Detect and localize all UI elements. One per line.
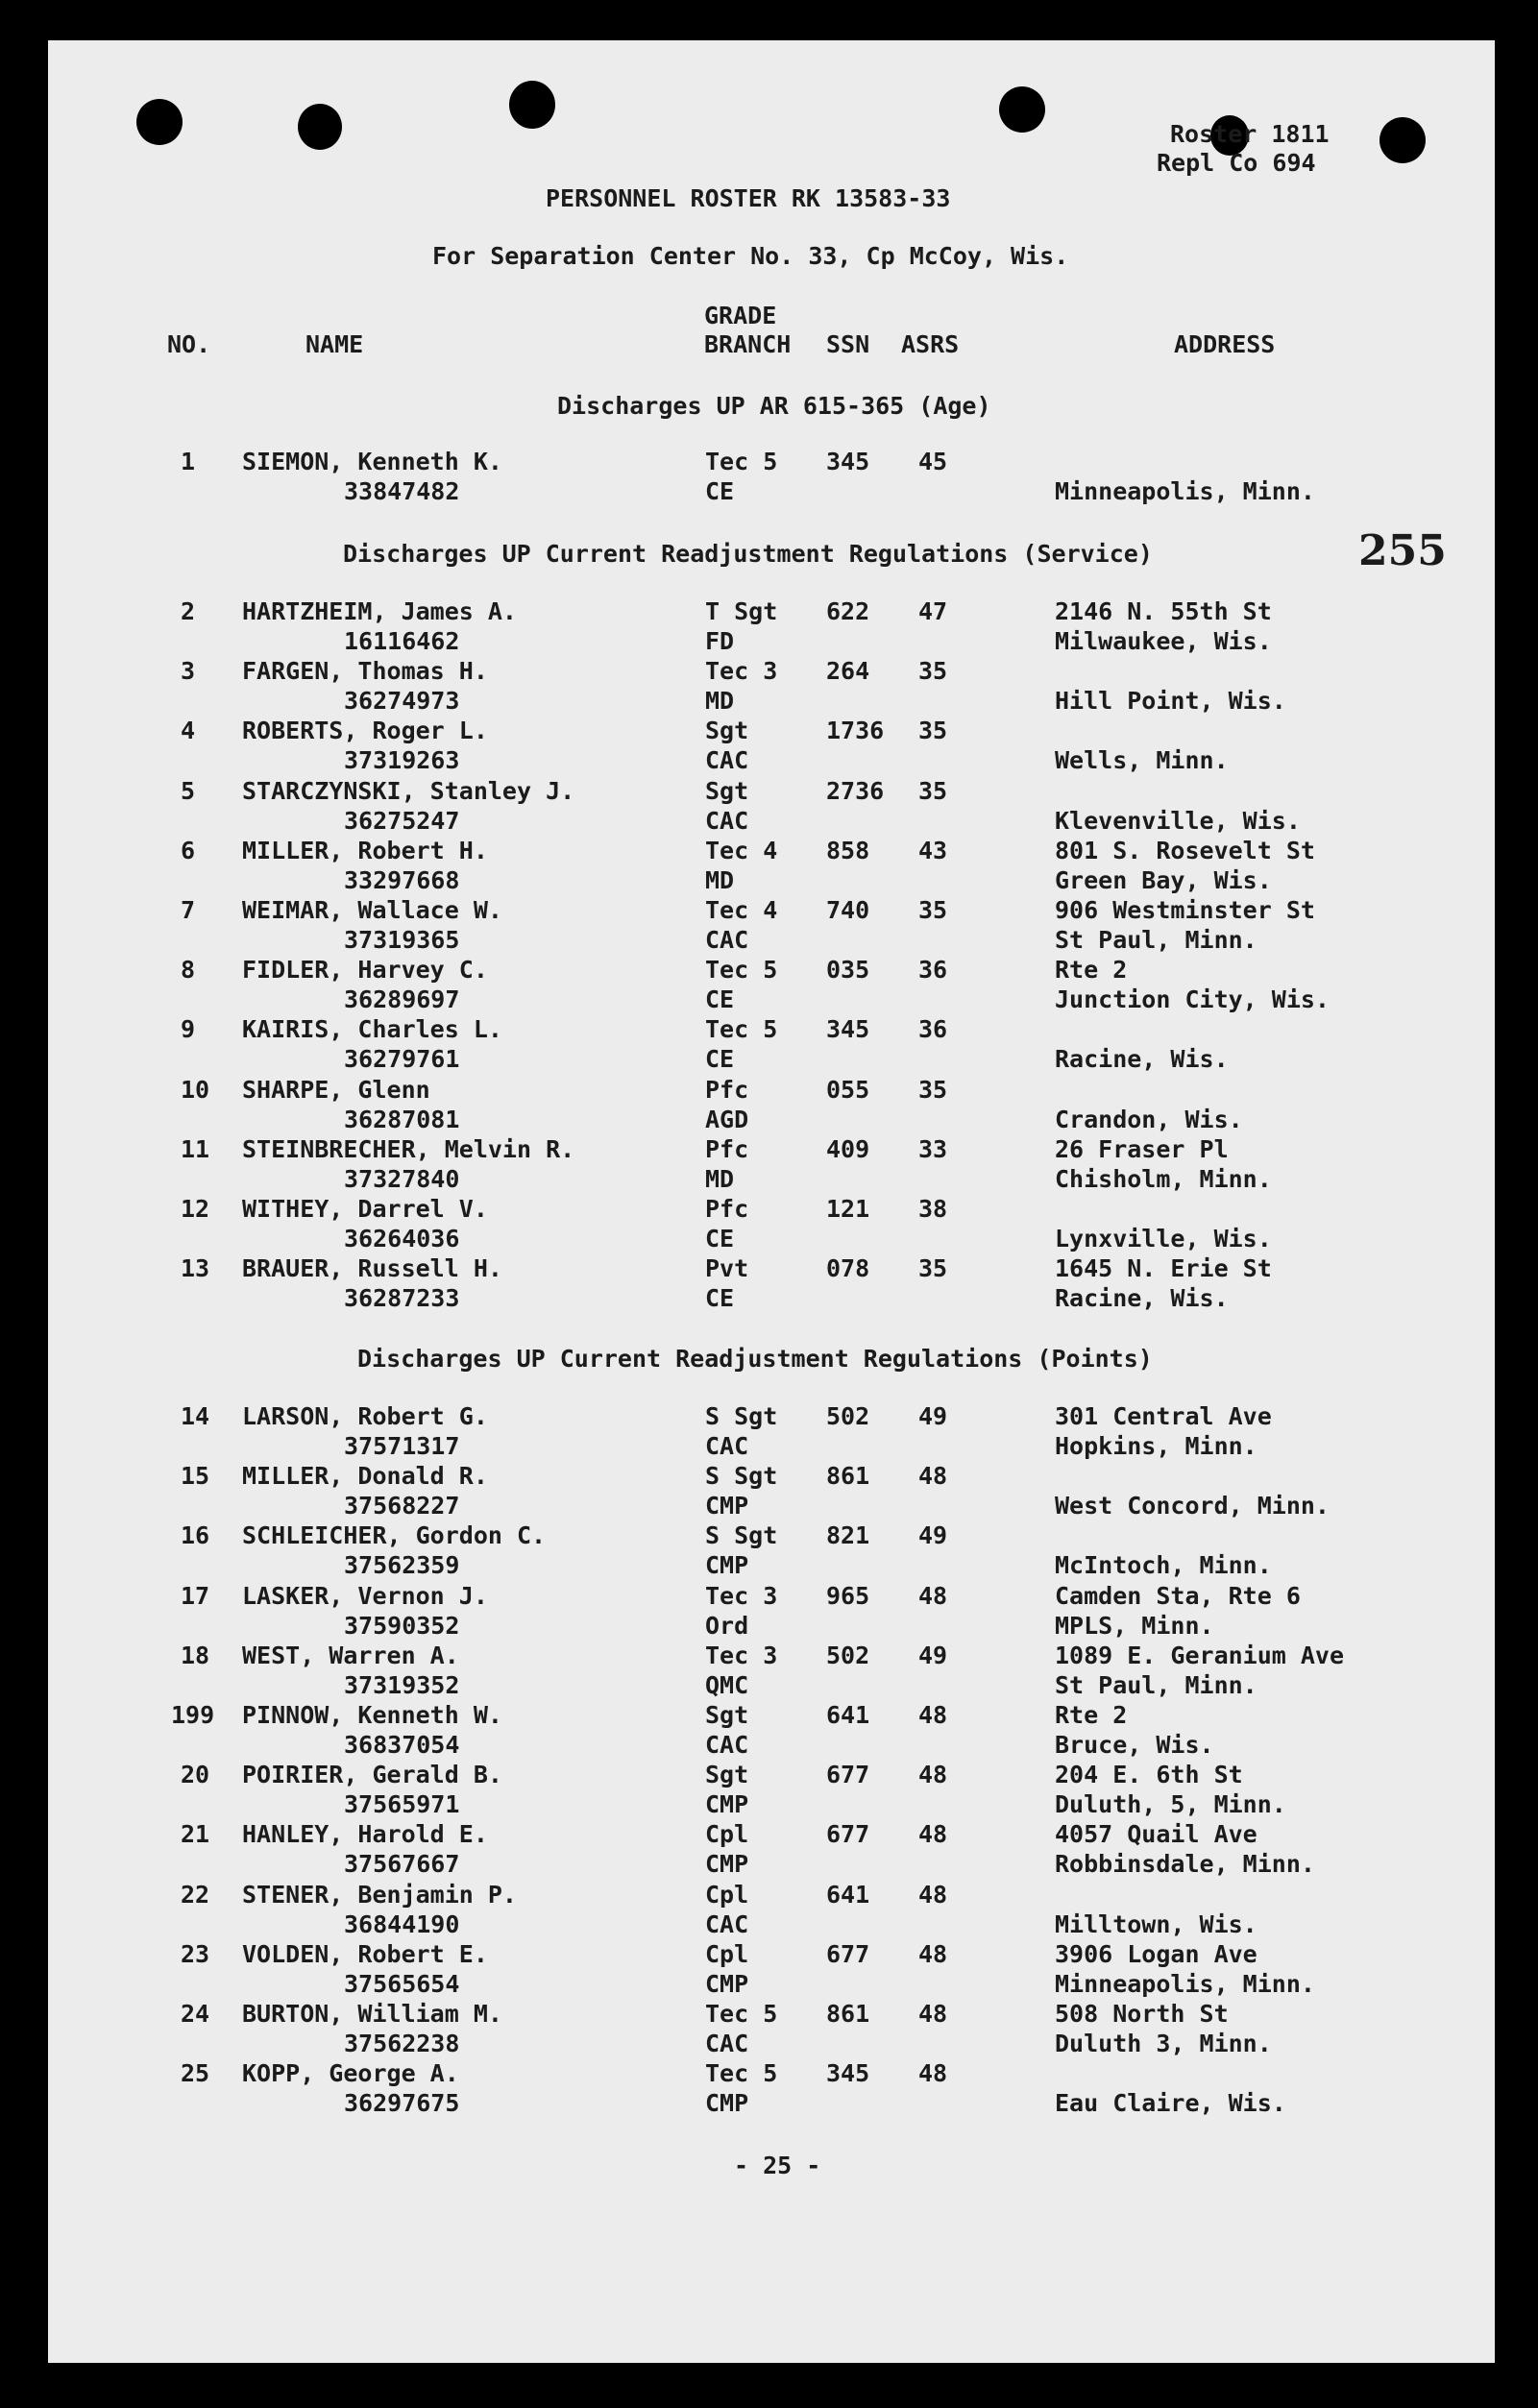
branch: MD <box>705 1165 735 1193</box>
asrs: 35 <box>918 1254 948 1282</box>
ssn: 502 <box>826 1642 870 1669</box>
branch: CAC <box>705 2030 749 2057</box>
punch-hole <box>999 86 1045 133</box>
grade: Pfc <box>705 1076 749 1104</box>
address-line2: Hill Point, Wis. <box>1055 687 1286 715</box>
row-number: 2 <box>181 597 196 625</box>
serial-number: 16116462 <box>344 627 460 655</box>
ssn: 1736 <box>826 717 885 744</box>
branch: CAC <box>705 1731 749 1759</box>
roster-row <box>0 597 1538 657</box>
ssn: 861 <box>826 1462 870 1490</box>
serial-number: 36297675 <box>344 2089 460 2117</box>
address-line2: Junction City, Wis. <box>1055 985 1330 1013</box>
grade: Cpl <box>705 1820 749 1848</box>
asrs: 38 <box>918 1195 948 1223</box>
row-number: 11 <box>181 1135 210 1163</box>
address-line1: Camden Sta, Rte 6 <box>1055 1582 1301 1610</box>
page-subtitle: For Separation Center No. 33, Cp McCoy, Wis. <box>432 242 1069 270</box>
branch: MD <box>705 866 735 894</box>
soldier-name: POIRIER, Gerald B. <box>242 1761 502 1788</box>
address-line2: Eau Claire, Wis. <box>1055 2089 1286 2117</box>
asrs: 48 <box>918 1701 948 1729</box>
soldier-name: KAIRIS, Charles L. <box>242 1015 502 1043</box>
asrs: 35 <box>918 717 948 744</box>
address-line2: Chisholm, Minn. <box>1055 1165 1272 1193</box>
row-number: 6 <box>181 837 196 864</box>
address-line2: Duluth, 5, Minn. <box>1055 1790 1286 1818</box>
asrs: 47 <box>918 597 948 625</box>
branch: CAC <box>705 807 749 835</box>
page-stamp: 255 <box>1358 526 1447 575</box>
roster-row <box>0 1254 1538 1314</box>
soldier-name: WITHEY, Darrel V. <box>242 1195 488 1223</box>
asrs: 49 <box>918 1521 948 1549</box>
row-number: 9 <box>181 1015 196 1043</box>
serial-number: 37319263 <box>344 746 460 774</box>
soldier-name: FIDLER, Harvey C. <box>242 956 488 984</box>
branch: FD <box>705 627 735 655</box>
ssn: 965 <box>826 1582 870 1610</box>
ssn: 345 <box>826 2059 870 2087</box>
address-line1: 2146 N. 55th St <box>1055 597 1272 625</box>
serial-number: 33297668 <box>344 866 460 894</box>
row-number: 1 <box>181 448 196 475</box>
serial-number: 36264036 <box>344 1225 460 1253</box>
address-line1: 301 Central Ave <box>1055 1402 1272 1430</box>
branch: CMP <box>705 1850 749 1878</box>
serial-number: 36279761 <box>344 1045 460 1073</box>
branch: CE <box>705 1045 735 1073</box>
ssn: 264 <box>826 657 870 685</box>
punch-hole <box>298 104 342 150</box>
roster-row <box>0 1015 1538 1075</box>
replacement-company: Repl Co 694 <box>1157 149 1316 177</box>
soldier-name: PINNOW, Kenneth W. <box>242 1701 502 1729</box>
grade: Sgt <box>705 1761 749 1788</box>
roster-row <box>0 1195 1538 1254</box>
grade: Cpl <box>705 1940 749 1968</box>
grade: Tec 5 <box>705 1015 778 1043</box>
address-line1: Rte 2 <box>1055 956 1128 984</box>
branch: AGD <box>705 1106 749 1133</box>
page-number: - 25 - <box>734 2152 821 2179</box>
row-number: 199 <box>171 1701 215 1729</box>
col-branch: BRANCH <box>704 330 792 358</box>
address-line2: Lynxville, Wis. <box>1055 1225 1272 1253</box>
section-heading: Discharges UP AR 615-365 (Age) <box>557 392 991 420</box>
row-number: 16 <box>181 1521 210 1549</box>
ssn: 861 <box>826 2000 870 2028</box>
roster-row <box>0 896 1538 956</box>
address-line1: 204 E. 6th St <box>1055 1761 1243 1788</box>
soldier-name: STEINBRECHER, Melvin R. <box>242 1135 575 1163</box>
punch-hole <box>136 99 183 145</box>
branch: CE <box>705 1225 735 1253</box>
row-number: 13 <box>181 1254 210 1282</box>
soldier-name: SCHLEICHER, Gordon C. <box>242 1521 547 1549</box>
grade: Pvt <box>705 1254 749 1282</box>
serial-number: 36287233 <box>344 1284 460 1312</box>
serial-number: 37327840 <box>344 1165 460 1193</box>
col-address: ADDRESS <box>1174 330 1276 358</box>
row-number: 8 <box>181 956 196 984</box>
address-line2: Robbinsdale, Minn. <box>1055 1850 1315 1878</box>
address-line2: St Paul, Minn. <box>1055 1671 1257 1699</box>
col-grade: GRADE <box>704 302 777 329</box>
branch: CE <box>705 985 735 1013</box>
roster-row <box>0 1402 1538 1462</box>
address-line2: Minneapolis, Minn. <box>1055 1970 1315 1998</box>
address-line1: 1089 E. Geranium Ave <box>1055 1642 1345 1669</box>
asrs: 35 <box>918 657 948 685</box>
roster-row <box>0 1940 1538 2000</box>
branch: Ord <box>705 1612 749 1640</box>
asrs: 48 <box>918 2000 948 2028</box>
asrs: 35 <box>918 777 948 805</box>
serial-number: 37562238 <box>344 2030 460 2057</box>
address-line2: Green Bay, Wis. <box>1055 866 1272 894</box>
grade: Sgt <box>705 777 749 805</box>
soldier-name: BRAUER, Russell H. <box>242 1254 502 1282</box>
grade: Pfc <box>705 1195 749 1223</box>
ssn: 078 <box>826 1254 870 1282</box>
soldier-name: HARTZHEIM, James A. <box>242 597 517 625</box>
grade: Tec 5 <box>705 2000 778 2028</box>
ssn: 677 <box>826 1761 870 1788</box>
grade: Tec 3 <box>705 1642 778 1669</box>
row-number: 21 <box>181 1820 210 1848</box>
grade: T Sgt <box>705 597 778 625</box>
asrs: 48 <box>918 1820 948 1848</box>
soldier-name: SIEMON, Kenneth K. <box>242 448 502 475</box>
row-number: 12 <box>181 1195 210 1223</box>
row-number: 10 <box>181 1076 210 1104</box>
roster-row <box>0 1521 1538 1581</box>
asrs: 36 <box>918 956 948 984</box>
serial-number: 37568227 <box>344 1492 460 1520</box>
branch: CMP <box>705 1492 749 1520</box>
ssn: 035 <box>826 956 870 984</box>
address-line2: St Paul, Minn. <box>1055 926 1257 954</box>
serial-number: 36287081 <box>344 1106 460 1133</box>
row-number: 22 <box>181 1881 210 1909</box>
branch: CAC <box>705 1910 749 1938</box>
soldier-name: MILLER, Donald R. <box>242 1462 488 1490</box>
asrs: 48 <box>918 1462 948 1490</box>
ssn: 2736 <box>826 777 885 805</box>
row-number: 14 <box>181 1402 210 1430</box>
col-asrs: ASRS <box>901 330 960 358</box>
row-number: 7 <box>181 896 196 924</box>
row-number: 25 <box>181 2059 210 2087</box>
roster-row <box>0 1701 1538 1761</box>
roster-row <box>0 1135 1538 1195</box>
roster-row <box>0 837 1538 896</box>
branch: CMP <box>705 1551 749 1579</box>
grade: Tec 5 <box>705 2059 778 2087</box>
branch: CAC <box>705 926 749 954</box>
asrs: 33 <box>918 1135 948 1163</box>
asrs: 43 <box>918 837 948 864</box>
serial-number: 36837054 <box>344 1731 460 1759</box>
roster-row <box>0 1642 1538 1701</box>
branch: CAC <box>705 1432 749 1460</box>
address-line2: Racine, Wis. <box>1055 1045 1229 1073</box>
asrs: 49 <box>918 1402 948 1430</box>
address-line2: Minneapolis, Minn. <box>1055 477 1315 505</box>
ssn: 858 <box>826 837 870 864</box>
roster-row <box>0 777 1538 837</box>
ssn: 055 <box>826 1076 870 1104</box>
roster-row <box>0 1076 1538 1135</box>
soldier-name: STENER, Benjamin P. <box>242 1881 517 1909</box>
row-number: 23 <box>181 1940 210 1968</box>
address-line2: Crandon, Wis. <box>1055 1106 1243 1133</box>
address-line2: MPLS, Minn. <box>1055 1612 1214 1640</box>
ssn: 622 <box>826 597 870 625</box>
grade: Tec 4 <box>705 837 778 864</box>
asrs: 48 <box>918 1761 948 1788</box>
address-line1: 26 Fraser Pl <box>1055 1135 1229 1163</box>
row-number: 4 <box>181 717 196 744</box>
address-line2: Klevenville, Wis. <box>1055 807 1301 835</box>
ssn: 821 <box>826 1521 870 1549</box>
asrs: 45 <box>918 448 948 475</box>
col-name: NAME <box>305 330 364 358</box>
roster-row <box>0 956 1538 1015</box>
asrs: 35 <box>918 1076 948 1104</box>
ssn: 121 <box>826 1195 870 1223</box>
asrs: 36 <box>918 1015 948 1043</box>
soldier-name: HANLEY, Harold E. <box>242 1820 488 1848</box>
grade: Cpl <box>705 1881 749 1909</box>
soldier-name: MILLER, Robert H. <box>242 837 488 864</box>
address-line2: Milwaukee, Wis. <box>1055 627 1272 655</box>
branch: CMP <box>705 1970 749 1998</box>
roster-row <box>0 1582 1538 1642</box>
col-ssn: SSN <box>826 330 870 358</box>
ssn: 502 <box>826 1402 870 1430</box>
grade: Tec 5 <box>705 448 778 475</box>
soldier-name: BURTON, William M. <box>242 2000 502 2028</box>
asrs: 48 <box>918 1940 948 1968</box>
row-number: 24 <box>181 2000 210 2028</box>
branch: CAC <box>705 746 749 774</box>
branch: CMP <box>705 1790 749 1818</box>
row-number: 15 <box>181 1462 210 1490</box>
address-line1: Rte 2 <box>1055 1701 1128 1729</box>
asrs: 48 <box>918 2059 948 2087</box>
serial-number: 37571317 <box>344 1432 460 1460</box>
branch: QMC <box>705 1671 749 1699</box>
branch: CMP <box>705 2089 749 2117</box>
grade: Tec 4 <box>705 896 778 924</box>
soldier-name: LARSON, Robert G. <box>242 1402 488 1430</box>
serial-number: 37562359 <box>344 1551 460 1579</box>
soldier-name: LASKER, Vernon J. <box>242 1582 488 1610</box>
asrs: 35 <box>918 896 948 924</box>
address-line1: 1645 N. Erie St <box>1055 1254 1272 1282</box>
address-line2: Hopkins, Minn. <box>1055 1432 1257 1460</box>
roster-row <box>0 2000 1538 2059</box>
roster-row <box>0 657 1538 717</box>
address-line2: Bruce, Wis. <box>1055 1731 1214 1759</box>
soldier-name: WEST, Warren A. <box>242 1642 459 1669</box>
address-line1: 4057 Quail Ave <box>1055 1820 1257 1848</box>
serial-number: 37590352 <box>344 1612 460 1640</box>
roster-code: Roster 1811 <box>1170 120 1330 148</box>
address-line2: McIntoch, Minn. <box>1055 1551 1272 1579</box>
roster-row <box>0 1462 1538 1521</box>
grade: Sgt <box>705 717 749 744</box>
serial-number: 37567667 <box>344 1850 460 1878</box>
roster-row <box>0 1881 1538 1940</box>
address-line1: 801 S. Rosevelt St <box>1055 837 1315 864</box>
ssn: 345 <box>826 448 870 475</box>
row-number: 20 <box>181 1761 210 1788</box>
serial-number: 36289697 <box>344 985 460 1013</box>
soldier-name: SHARPE, Glenn <box>242 1076 430 1104</box>
address-line2: Racine, Wis. <box>1055 1284 1229 1312</box>
grade: S Sgt <box>705 1402 778 1430</box>
serial-number: 33847482 <box>344 477 460 505</box>
ssn: 740 <box>826 896 870 924</box>
branch: MD <box>705 687 735 715</box>
address-line2: Milltown, Wis. <box>1055 1910 1257 1938</box>
ssn: 677 <box>826 1940 870 1968</box>
address-line2: Duluth 3, Minn. <box>1055 2030 1272 2057</box>
soldier-name: VOLDEN, Robert E. <box>242 1940 488 1968</box>
serial-number: 37565654 <box>344 1970 460 1998</box>
soldier-name: ROBERTS, Roger L. <box>242 717 488 744</box>
ssn: 641 <box>826 1881 870 1909</box>
ssn: 409 <box>826 1135 870 1163</box>
branch: CE <box>705 1284 735 1312</box>
asrs: 48 <box>918 1881 948 1909</box>
serial-number: 36275247 <box>344 807 460 835</box>
punch-hole <box>1379 117 1426 163</box>
grade: Pfc <box>705 1135 749 1163</box>
ssn: 345 <box>826 1015 870 1043</box>
serial-number: 37565971 <box>344 1790 460 1818</box>
grade: Tec 3 <box>705 1582 778 1610</box>
roster-row <box>0 717 1538 776</box>
serial-number: 37319365 <box>344 926 460 954</box>
section-heading: Discharges UP Current Readjustment Regulations (Service) <box>343 540 1153 568</box>
grade: Tec 5 <box>705 956 778 984</box>
branch: CE <box>705 477 735 505</box>
address-line2: West Concord, Minn. <box>1055 1492 1330 1520</box>
grade: S Sgt <box>705 1462 778 1490</box>
soldier-name: KOPP, George A. <box>242 2059 459 2087</box>
soldier-name: STARCZYNSKI, Stanley J. <box>242 777 575 805</box>
address-line1: 3906 Logan Ave <box>1055 1940 1257 1968</box>
soldier-name: FARGEN, Thomas H. <box>242 657 488 685</box>
row-number: 3 <box>181 657 196 685</box>
row-number: 18 <box>181 1642 210 1669</box>
address-line2: Wells, Minn. <box>1055 746 1229 774</box>
roster-row <box>0 1820 1538 1880</box>
serial-number: 36844190 <box>344 1910 460 1938</box>
address-line1: 508 North St <box>1055 2000 1229 2028</box>
serial-number: 36274973 <box>344 687 460 715</box>
asrs: 48 <box>918 1582 948 1610</box>
page-title: PERSONNEL ROSTER RK 13583-33 <box>546 184 951 212</box>
address-line1: 906 Westminster St <box>1055 896 1315 924</box>
asrs: 49 <box>918 1642 948 1669</box>
section-heading: Discharges UP Current Readjustment Regulations (Points) <box>357 1345 1153 1373</box>
grade: Tec 3 <box>705 657 778 685</box>
roster-row <box>0 2059 1538 2119</box>
ssn: 677 <box>826 1820 870 1848</box>
grade: S Sgt <box>705 1521 778 1549</box>
row-number: 5 <box>181 777 196 805</box>
ssn: 641 <box>826 1701 870 1729</box>
punch-hole <box>509 81 555 129</box>
soldier-name: WEIMAR, Wallace W. <box>242 896 502 924</box>
serial-number: 37319352 <box>344 1671 460 1699</box>
grade: Sgt <box>705 1701 749 1729</box>
roster-row <box>0 1761 1538 1820</box>
row-number: 17 <box>181 1582 210 1610</box>
col-no: NO. <box>167 330 211 358</box>
roster-row <box>0 448 1538 507</box>
